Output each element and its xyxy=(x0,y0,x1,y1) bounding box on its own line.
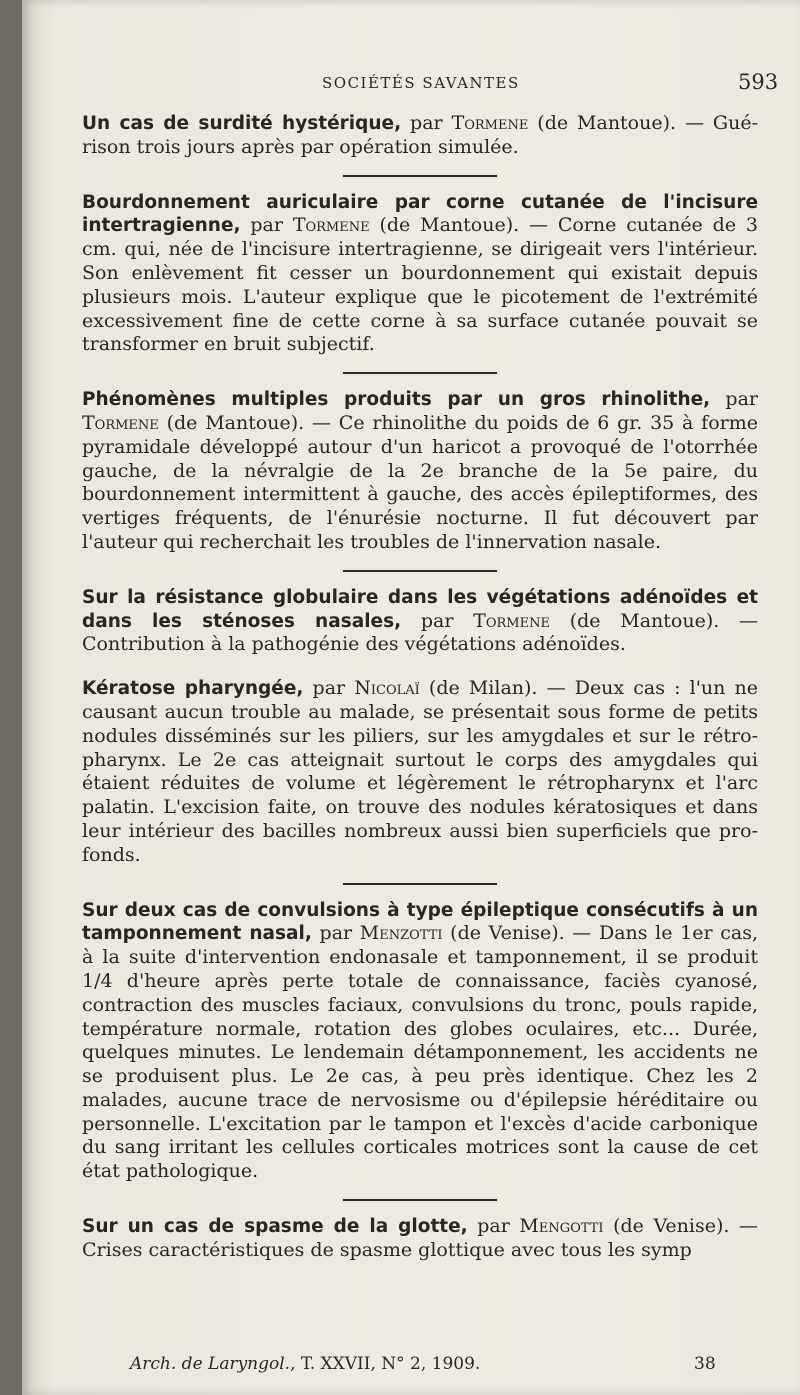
entry-globular-resistance xyxy=(82,586,758,657)
entry-by: par xyxy=(710,388,758,411)
entry-author: Menzotti xyxy=(359,922,443,945)
section-rule xyxy=(343,883,497,885)
entry-by: par xyxy=(303,677,355,700)
entry-author: Tormene xyxy=(292,214,370,237)
section-rule xyxy=(343,175,497,177)
entry-text: (de Mantoue). — Corne cutanée de 3 cm. qui, née de l'incisure intertragienne, se dirigeait vers l'intérieur. Son enlèvement fit cesser un bourdonnement qui existait depuis plusieurs mois. L'auteur explique que le picotement de l'extrémité excessivement fine de cette corne à sa surface cutanée pouvait se transformer en bruit subjectif. xyxy=(82,214,758,356)
page-number: 593 xyxy=(738,70,779,94)
entry-text: (de Mantoue). — Ce rhinolithe du poids de 6 gr. 35 à forme pyramidale développé autour d'un haricot a provoqué de l'otorrhée gauche, de la névralgie de la 2e branche de la 5e paire, du bourdonnement intermittent à gauche, des accès épileptiformes, des vertiges fréquents, de l'énurésie nocturne. Il fut découvert par l'auteur qui recherchait les troubles de l'innervation nasale. xyxy=(82,411,758,553)
entry-author: Tormene xyxy=(82,411,159,434)
section-rule xyxy=(343,1199,497,1201)
page-footer xyxy=(130,1354,750,1374)
entry-auricular-buzzing xyxy=(82,191,758,358)
entry-title: Phénomènes multiples produits par un gros rhinolithe, xyxy=(82,389,711,411)
journal-name: Arch. de Laryngol. xyxy=(130,1354,291,1374)
entry-title: Un cas de surdité hystérique, xyxy=(82,113,402,134)
entry-title: Bourdonnement auriculaire par corne cutanée de l'incisure intertragienne, xyxy=(82,191,758,237)
entry-text: (de Milan). — Deux cas : l'un ne causant aucun trouble au malade, se présentait sous forme de petits nodules disséminés sur les piliers, sur les amygdales et sur le rétropharynx. Le 2e cas atteignait surtout le corps des amygdales qui étaient réduites de volume et légèrement le rétropharynx et l'arc palatin. L'excision faite, on trouve des nodules kératosiques et dans leur intérieur des bacilles nombreux aussi bien superficiels que profonds. xyxy=(82,677,758,866)
entry-author: Tormene xyxy=(473,609,550,632)
entry-convulsions xyxy=(82,899,758,1185)
entry-author: Tormene xyxy=(451,112,529,134)
entry-text: (de Venise). — Crises caractéristiques de spasme glottique avec tous les symp xyxy=(82,1215,758,1261)
entry-text: (de Mantoue). — Guérison trois jours après par opération simulée. xyxy=(82,112,758,158)
entry-pharyngeal-keratosis xyxy=(82,677,758,867)
entry-title: Sur la résistance globulaire dans les végétations adénoïdes et dans les sténoses nasales, xyxy=(82,586,758,632)
section-rule xyxy=(343,570,497,572)
journal-volume: , T. XXVII, N° 2, 1909. xyxy=(290,1354,481,1374)
entry-hysterical-deafness xyxy=(82,112,758,160)
signature-mark: 38 xyxy=(694,1354,716,1374)
body-text xyxy=(82,112,758,1263)
entry-by: par xyxy=(467,1215,520,1238)
entry-by: par xyxy=(401,112,452,134)
entry-title: Sur un cas de spasme de la glotte, xyxy=(82,1216,468,1238)
running-head: SOCIÉTÉS SAVANTES xyxy=(322,74,520,92)
entry-text: (de Venise). — Dans le 1er cas, à la suite d'intervention endonasale et tamponnement, il se produit 1/4 d'heure après perte totale de connaissance, faciès cyanosé, contraction des muscles faciaux, convulsions du tronc, pouls rapide, température normale, rotation des globes oculaires, etc... Durée, quelques minutes. Le lendemain détamponnement, les accidents ne se produisent plus. Le 2e cas, à peu près identique. Chez les 2 malades, aucune trace de nervosisme ou d'épilepsie héréditaire ou personnelle. L'excitation par le tampon et l'excès d'acide carbonique du sang irritant les cellules corticales motrices sont la cause de cet état pathologique. xyxy=(82,922,759,1183)
entry-by: par xyxy=(240,214,293,237)
entry-text: (de Mantoue). — Contribution à la pathogénie des végétations adénoïdes. xyxy=(82,609,759,656)
entry-author: Mengotti xyxy=(519,1215,604,1238)
entry-rhinolith xyxy=(82,388,758,555)
section-rule xyxy=(343,372,497,374)
entry-by: par xyxy=(311,922,360,945)
paragraph-gap xyxy=(82,657,758,677)
entry-title: Kératose pharyngée, xyxy=(82,678,304,700)
entry-by: par xyxy=(401,609,474,632)
journal-page xyxy=(22,0,800,1395)
page-header xyxy=(22,70,800,98)
entry-title: Sur deux cas de convulsions à type épileptique consécutifs à un tamponnement nasal, xyxy=(82,899,758,945)
entry-author: Nicolaï xyxy=(354,677,420,700)
entry-glottis-spasm xyxy=(82,1215,758,1263)
